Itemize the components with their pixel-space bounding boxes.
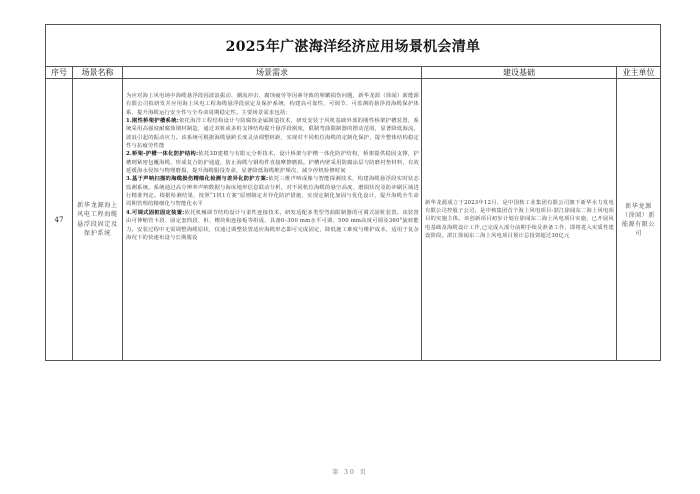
cell-requirement — [123, 79, 421, 360]
cell-seq: 47 — [54, 215, 64, 224]
opportunity-table — [45, 24, 661, 361]
requirement-item-2-text: 依托3D建模与有限元分析技术，设计桥架与护槽一体化防护结构，桥架提供稳固支撑，护槽则紧密包覆海缆，形成复合防护通道，防止海缆与钢构件直接摩擦磨损。护槽内壁采用防腐涂层与防磨衬垫材料，有效延缓海水侵蚀与物理磨损，提升海缆服役寿命，显著降低海缆维护频次，减少停机检修时间 — [126, 151, 420, 175]
requirement-item-2-heading: 2.桥架-护槽一体化防护结构: — [126, 151, 199, 158]
column-owner — [617, 66, 660, 360]
requirement-item-3-heading: 3.基于声呐扫描的海缆损伤精细化检测与差异化防护方案: — [126, 176, 269, 183]
page-number: 第 30 页 — [332, 469, 368, 476]
header-seq: 序号 — [46, 66, 72, 79]
column-basis — [422, 66, 617, 360]
requirement-item-3-text: 依托三维声呐成像与智能探测技术，构建海缆悬浮段实时状态监测系统。系统通过高分辨率声呐数据与海床地形信息联动分析，对不同机位海缆的悬空高度、磨损状况及防冲刷区域进行精准判定。根据检测结果，按照“1机1方案”原则制定差异化防护措施，实现定制化加固与优化设计，提升海缆全生命周期管理的精细化与智能化水平 — [126, 176, 420, 208]
header-requirement: 场景需求 — [123, 66, 421, 79]
table-grid — [46, 66, 660, 360]
document-title: 2025年广湛海洋经济应用场景机会清单 — [225, 38, 481, 55]
cell-owner: 新华龙源（徐闻）新能源有限公司 — [621, 202, 655, 237]
column-seq — [46, 66, 73, 360]
table-title-row — [46, 25, 660, 67]
column-scene-name — [73, 66, 123, 360]
basis-text: 新华龙源成立于2023年12月，是中国核工业集团有限公司旗下新华水力发电有限公司控股子公司，是中核集团首个海上风电项目-湛江徐闻东二海上风电项目的实施主体。该创新项目初步计划在徐闻东二海上风电项目实施，已开展风电基础及海缆设计工作,已完成大部分前期手续及准备工作，即将进入实质性建设阶段。湛江徐闻东二海上风电项目预计总投资超过30亿元 — [425, 199, 614, 240]
cell-scene-name: 新华龙源海上风电工程海缆悬浮段固定及保护系统 — [77, 201, 118, 237]
requirement-item-4-heading: 4.可调式固桩固定装置: — [126, 209, 185, 216]
requirement-intro: 为应对海上风电场中海缆悬浮段因波浪振动、潮流冲击、腐蚀疲劳等因素导致的频繁损伤问题，新华龙源（徐闻）新能源有限公司拟研发并应用海上风电工程海缆悬浮段固定及保护系统，构建高可靠性、可调节、可监测的悬浮段海缆保护体系，提升海缆运行安全性与全寿命周期稳定性。主要场景需求包括: — [126, 93, 419, 116]
requirement-item-1-text: 依托海洋工程结构设计与防腐蚀金属制造技术，研发安装于风机基础外部的刚性桥架护槽装置，系统采用高强度耐腐蚀钢材制造，通过双桩或多桩支撑结构提升悬浮段刚度，限制弯曲限制器的摆动范围，显著降低海流、波浪引起的振动应力。该系统可根据海缆悬跨长度灵活调整桩距，实现对不同机位海缆的定制化保护，提升整体结构稳定性与抗疲劳性能 — [126, 118, 420, 150]
header-scene-name: 场景名称 — [73, 66, 122, 79]
requirement-item-4-text: 依托机械调节结构设计与柔性连接技术，研发适配多类型弯曲限制器的可调式固桩装置。该装置由可伸缩管卡段、固定套筒段、桩、楔块和连接板等组成，具备0–300 mm水平可调、500 mm高度可调及360°旋转能力。安装过程中无需调整海缆原状，仅通过调整装置适应海缆形态即可完成固定，降低施工难度与维护成本，适用于复杂海况下的快速布设与长期服役 — [126, 209, 419, 241]
cell-basis — [422, 79, 616, 360]
requirement-item-1-heading: 1.刚性桥架护槽系统: — [126, 118, 179, 125]
header-owner: 业主单位 — [617, 66, 660, 79]
header-basis: 建设基础 — [422, 66, 616, 79]
column-requirement — [123, 66, 422, 360]
